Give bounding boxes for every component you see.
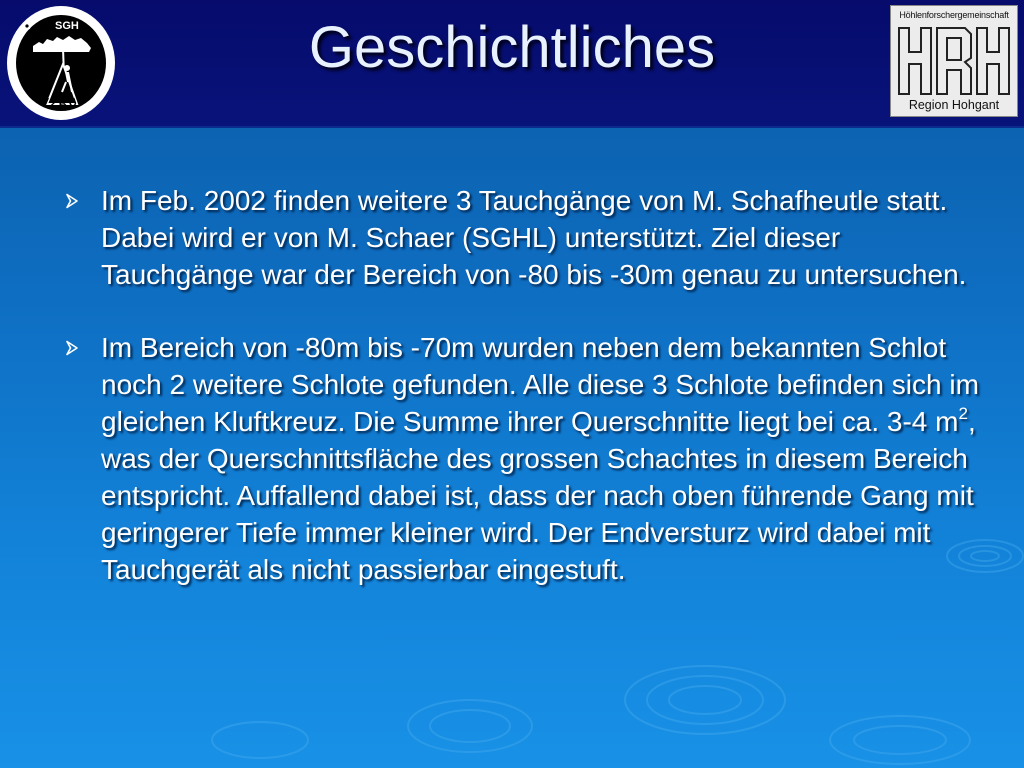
hrh-logo-region-text: Region Hohgant [908, 98, 1000, 112]
bullet-item [64, 329, 984, 588]
slide-header [0, 0, 1024, 128]
hrh-logo [890, 5, 1018, 117]
arrow-right-icon [64, 193, 80, 209]
bullet-item [64, 182, 984, 293]
sgh-lenzburg-logo [5, 4, 117, 122]
sgh-logo-top-text: SGH [55, 20, 79, 32]
slide-title: Geschichtliches [308, 15, 716, 80]
hrh-logo-org-text: Höhlenforschergemeinschaft [899, 10, 1009, 20]
hrh-letters-graphic [897, 24, 1013, 98]
bullet-text-part: Im Bereich von -80m bis -70m wurden neben dem bekannten Schlot noch 2 weitere Schlote gefunden. Alle diese 3 Schlote befinden sich im gleichen Kluftkreuz. Die Summe ihrer Querschnitte liegt bei ca. 3-4 m [101, 332, 979, 437]
bullet-text: Im Feb. 2002 finden weitere 3 Tauchgänge von M. Schafheutle statt. Dabei wird er von M. Schaer (SGHL) unterstützt. Ziel dieser Tauchgänge war der Bereich von -80 bis -30m genau zu untersuchen. [101, 185, 967, 290]
sgh-logo-bottom-text: LENZBURG [22, 82, 100, 112]
arrow-right-icon [64, 340, 80, 356]
slide-body [64, 182, 984, 588]
hrh-logo-letters [897, 24, 1013, 103]
sgh-logo-graphic [5, 4, 117, 122]
bullet-text-part: , was der Querschnittsfläche des grossen Schachtes in diesem Bereich entspricht. Auffallend dabei ist, dass der nach oben führende Gang mit geringerer Tiefe immer kleiner wird. Der Endversturz wird dabei mit Tauchgerät als nicht passierbar eingestuft. [101, 406, 976, 585]
superscript-exponent: 2 [958, 403, 968, 423]
